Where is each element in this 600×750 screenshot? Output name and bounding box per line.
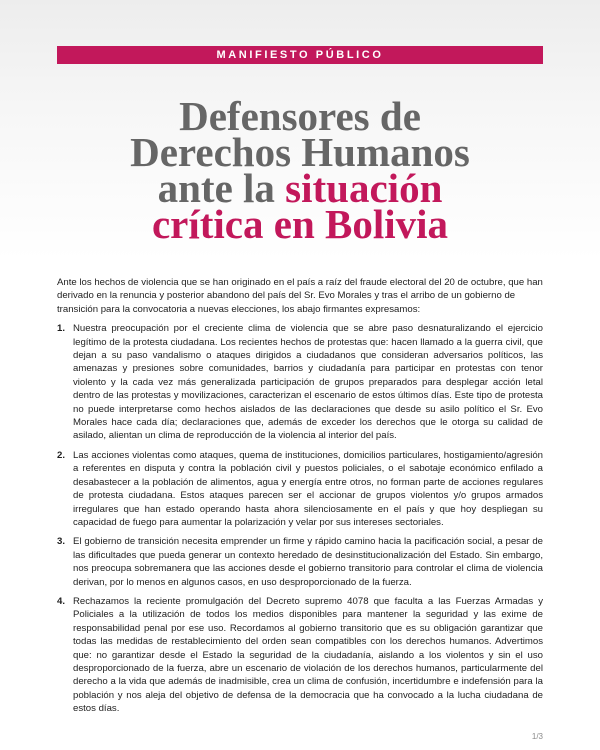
point-number: 2. [57,449,66,461]
title-line-2: Derechos Humanos [130,129,470,175]
title-line-1: Defensores de [179,93,421,139]
document-body [57,276,543,722]
title-line-3-plain: ante la [157,165,286,211]
point-number: 4. [57,595,66,607]
point-item [57,322,543,443]
point-item [57,535,543,589]
manifesto-banner [57,46,543,64]
intro-paragraph: Ante los hechos de violencia que se han originado en el país a raíz del fraude electoral del 20 de octubre, que han derivado en la renuncia y posterior abandono del país del Sr. Evo Morales y tras el arribo de un gobierno de transición para la convocatoria a nuevas elecciones, los abajo firmantes expresamos: [57,277,543,315]
page-title [57,93,543,247]
point-number: 1. [57,323,66,335]
point-text: Nuestra preocupación por el creciente clima de violencia que se abre paso desnaturalizando el ejercicio legítimo de la protesta ciudadana. Los recientes hechos de protestas que: hacen llamado a la guerra civil, que dejan a su paso vandalismo o ataques dirigidos a ciudadanos que consideran adversarios políticos, las amenazas y presiones sobre comunidades, barrios y ciudadanía para participar en protestas con tenor violento y la cada vez más generalizada participación de grupos preparados para desplegar acción letal dentro de las protestas y movilizaciones, caracterizan el escenario de estos últimos días. Este tipo de protesta no puede interpretarse como hechos aislados de las declaraciones que desde su asilo político el Sr. Evo Morales hace cada día; declaraciones que, además de exceder los derechos que le otorga su calidad de asilado, alientan un clima de reproducción de la violencia al interior del país. [73,323,543,442]
page-number: 1/3 [531,732,543,741]
point-text: Rechazamos la reciente promulgación del Decreto supremo 4078 que faculta a las Fuerzas Armadas y Policiales a la utilización de todos los medios disponibles para mantener la seguridad y las exime de responsabilidad penal por ese uso. Recordamos al gobierno transitorio que es su obligación garantizar que todas las medidas de restablecimiento del orden sean compatibles con los derechos humanos. Advertimos que: no garantizar desde el Estado la seguridad de la ciudadanía, aislando a los violentos y sin el uso desproporcionado de la fuerza, abre un escenario de violación de los derechos humanos, particularmente del derecho a la vida que además de inadmisible, crea un clima de confusión, incertidumbre e indefensión para la población y nos aleja del objetivo de defensa de la democracia que ha convocado a la lucha ciudadana de estos días. [73,595,543,715]
banner-label: MANIFIESTO PÚBLICO [216,49,384,61]
points-list [57,322,543,715]
title-line-4-accent: crítica en Bolivia [151,201,449,247]
point-item [57,595,543,716]
point-text: Las acciones violentas como ataques, quema de instituciones, domicilios particulares, hostigamiento/agresión a referentes en disputa y contra la población civil y puestos policiales, o el sabotaje económico enfilado a desabastecer a la población de alimentos, agua y energía entre otros, no forman parte de acciones regulares de protesta ciudadana. Estos ataques parecen ser el accionar de grupos violentos y/o grupos armados irregulares que han estado operando hasta ahora silenciosamente en el país y que hoy despliegan su capacidad de fuego para aumentar la polarización y velar por sus intereses sectoriales. [73,449,543,528]
title-line-3-accent: situación [285,165,443,211]
point-text: El gobierno de transición necesita emprender un firme y rápido camino hacia la pacificación social, a pesar de las dificultades que pueda generar un contexto heredado de desinstitucionalización del Estado. Sin embargo, nos preocupa sobremanera que las acciones desde el gobierno transitorio para controlar el clima de violencia derivan, por lo menos en algunos casos, en uso desproporcionado de la fuerza. [73,536,543,588]
point-number: 3. [57,536,66,548]
point-item [57,449,543,529]
